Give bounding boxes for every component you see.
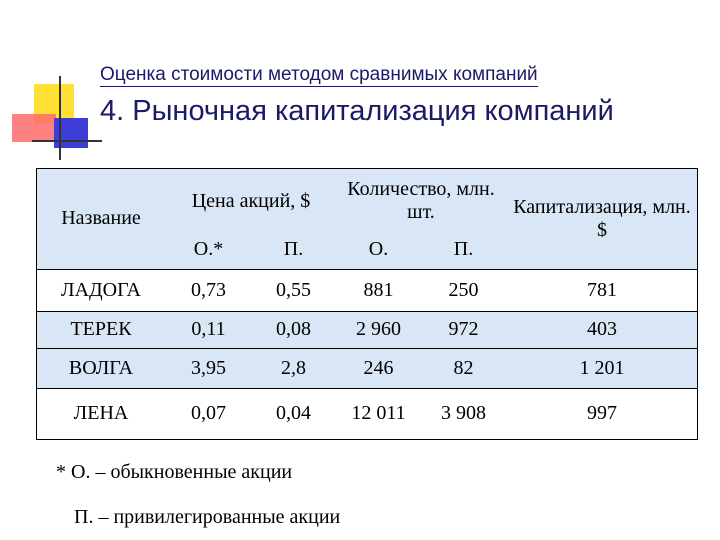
footnote-ordinary: * О. – обыкновенные акции: [56, 461, 293, 483]
table-cell-price-o: 3,95: [191, 356, 226, 379]
header-name: Название: [61, 207, 141, 229]
header-qty-p: П.: [453, 238, 474, 260]
table-cell-qty-o: 2 960: [356, 318, 401, 340]
table-cell-price-p: 0,08: [276, 318, 311, 340]
header-quantity: Количество, млн. шт.: [347, 178, 495, 223]
table-cell-qty-o: 881: [363, 278, 394, 301]
table-cell-price-o: 0,73: [191, 278, 226, 301]
header-price-o: О.*: [193, 238, 224, 260]
table-cell-qty-p: 82: [453, 356, 474, 379]
header-qty-o: О.: [368, 238, 389, 260]
table-cell-qty-o: 246: [363, 356, 394, 379]
logo-horizontal-line: [32, 140, 102, 142]
header-price-p: П.: [283, 238, 304, 260]
table-cell-cap: 403: [587, 318, 617, 340]
header-price: Цена акций, $: [191, 189, 311, 212]
table-cell-price-p: 0,04: [276, 402, 311, 424]
table-cell-name: ВОЛГА: [68, 356, 134, 379]
table-cell-cap: 781: [587, 278, 617, 301]
table-cell-qty-p: 3 908: [441, 402, 486, 424]
logo-red-square: [12, 114, 56, 142]
table-cell-price-p: 2,8: [281, 356, 306, 379]
table-cell-price-o: 0,07: [191, 402, 226, 424]
table-cell-qty-p: 972: [448, 318, 479, 340]
table-cell-name: ЛАДОГА: [61, 278, 141, 301]
table-cell-name: ТЕРЕК: [70, 318, 132, 340]
table-cell-qty-o: 12 011: [351, 402, 406, 424]
logo-vertical-line: [59, 76, 61, 160]
table-cell-cap: 1 201: [579, 356, 625, 379]
slide-title: 4. Рыночная капитализация компаний: [100, 95, 614, 127]
table-cell-name: ЛЕНА: [73, 402, 129, 424]
slide-logo: [0, 0, 100, 170]
grid-line: [36, 439, 698, 440]
table-cell-qty-p: 250: [448, 278, 479, 301]
table-cell-price-p: 0,55: [276, 278, 311, 301]
table-cell-price-o: 0,11: [191, 318, 226, 340]
header-capitalization: Капитализация, млн. $: [513, 195, 691, 241]
table-cell-cap: 997: [587, 402, 617, 424]
capitalization-table: [36, 168, 698, 440]
footnote-preferred: П. – привилегированные акции: [74, 506, 341, 528]
slide-subtitle: Оценка стоимости методом сравнимых компаний: [100, 64, 538, 85]
